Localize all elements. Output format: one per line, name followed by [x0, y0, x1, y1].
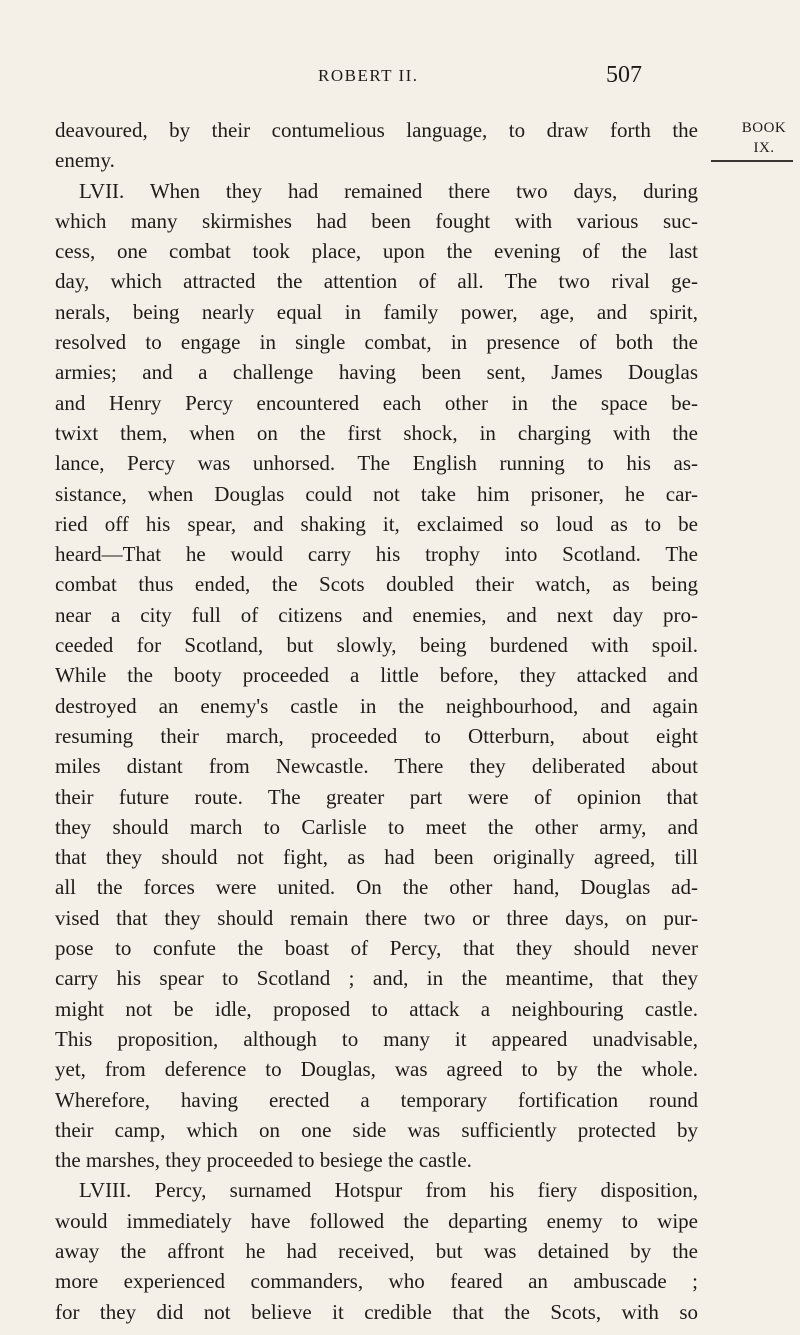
text-line: ceeded for Scotland, but slowly, being burdened with spoil.	[55, 633, 698, 658]
text-line: destroyed an enemy's castle in the neighbourhood, and again	[55, 693, 698, 718]
text-line: away the affront he had received, but was detained by the	[55, 1238, 698, 1263]
text-line: ried off his spear, and shaking it, exclaimed so loud as to be	[55, 511, 698, 536]
text-line: the marshes, they proceeded to besiege the castle.	[55, 1148, 472, 1173]
running-title: ROBERT II.	[318, 66, 419, 85]
text-line: all the forces were united. On the other hand, Douglas ad-	[55, 875, 698, 900]
text-line: might not be idle, proposed to attack a neighbouring castle.	[55, 996, 698, 1021]
text-line: their camp, which on one side was sufficiently protected by	[55, 1117, 698, 1142]
text-line: resuming their march, proceeded to Otterburn, about eight	[55, 723, 698, 748]
margin-note	[735, 118, 793, 158]
margin-note-number: IX.	[753, 140, 775, 156]
text-line: carry his spear to Scotland ; and, in the meantime, that they	[55, 966, 698, 991]
text-line: nerals, being nearly equal in family power, age, and spirit,	[55, 299, 698, 324]
text-line: day, which attracted the attention of all. The two rival ge-	[55, 269, 698, 294]
text-line: Wherefore, having erected a temporary fortification round	[55, 1087, 698, 1112]
text-line: yet, from deference to Douglas, was agreed to by the whole.	[55, 1057, 698, 1082]
text-line: armies; and a challenge having been sent, James Douglas	[55, 360, 698, 385]
text-line: near a city full of citizens and enemies, and next day pro-	[55, 602, 698, 627]
paragraph-start-lvii: LVII. When they had remained there two days, during	[79, 178, 698, 203]
text-line: pose to confute the boast of Percy, that they should never	[55, 936, 698, 961]
text-line: more experienced commanders, who feared an ambuscade ;	[55, 1269, 698, 1294]
text-line: which many skirmishes had been fought with various suc-	[55, 208, 698, 233]
text-line: that they should not fight, as had been originally agreed, till	[55, 845, 698, 870]
text-line: lance, Percy was unhorsed. The English running to his as-	[55, 451, 698, 476]
text-line: sistance, when Douglas could not take him prisoner, he car-	[55, 481, 698, 506]
paragraph-start-lviii: LVIII. Percy, surnamed Hotspur from his fiery disposition,	[79, 1178, 698, 1203]
page-header	[0, 62, 800, 92]
text-line: vised that they should remain there two or three days, on pur-	[55, 905, 698, 930]
text-line: their future route. The greater part were of opinion that	[55, 784, 698, 809]
text-line: heard—That he would carry his trophy into Scotland. The	[55, 542, 698, 567]
text-line: twixt them, when on the first shock, in charging with the	[55, 420, 698, 445]
text-line: deavoured, by their contumelious language, to draw forth the	[55, 118, 698, 142]
margin-note-book: BOOK	[741, 120, 787, 136]
text-line: enemy.	[55, 148, 115, 173]
text-line: and Henry Percy encountered each other in the space be-	[55, 390, 698, 415]
text-line: cess, one combat took place, upon the evening of the last	[55, 239, 698, 264]
text-line: they should march to Carlisle to meet the other army, and	[55, 814, 698, 839]
text-line: While the booty proceeded a little before, they attacked and	[55, 663, 698, 688]
body-text	[55, 115, 698, 1327]
text-line: for they did not believe it credible that the Scots, with so	[55, 1299, 698, 1324]
page-number: 507	[606, 62, 642, 88]
text-line: would immediately have followed the departing enemy to wipe	[55, 1208, 698, 1233]
text-line: resolved to engage in single combat, in presence of both the	[55, 330, 698, 355]
text-line: combat thus ended, the Scots doubled their watch, as being	[55, 572, 698, 597]
text-line: This proposition, although to many it appeared unadvisable,	[55, 1026, 698, 1051]
margin-rule	[711, 160, 793, 162]
text-line: miles distant from Newcastle. There they deliberated about	[55, 754, 698, 779]
